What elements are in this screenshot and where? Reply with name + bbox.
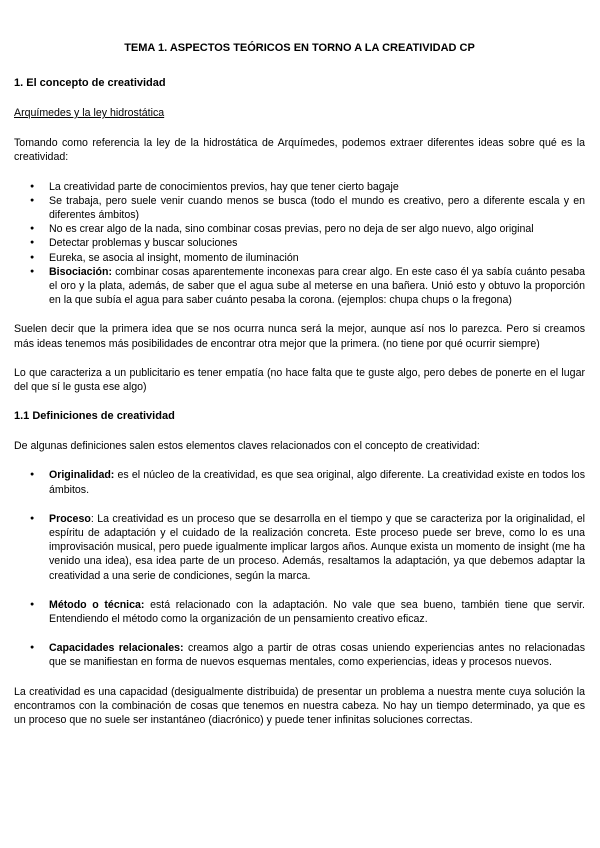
list-item: ● Eureka, se asocia al insight, momento de iluminación <box>49 251 585 265</box>
list-item: ● Detectar problemas y buscar soluciones <box>49 236 585 250</box>
bisociacion-text: combinar cosas aparentemente inconexas para crear algo. En este caso él ya sabía cuánto pesaba el oro y la plata, además, de saber que el agua sube al meterse en una bañera. Unió esto y obtuvo la proporción en la que subía el agua para saber cuánto pesaba la corona. (ejemplos: chupa chups o la fregona) <box>49 265 585 307</box>
item-text: es el núcleo de la creatividad, es que sea original, algo diferente. La creatividad existe en todos los ámbitos. <box>49 469 585 496</box>
subheading-arquimedes: Arquímedes y la ley hidrostática <box>14 107 165 119</box>
paragraph-intro: Tomando como referencia la ley de la hidrostática de Arquímedes, podemos extraer diferentes ideas sobre qué es la creatividad: <box>14 137 585 164</box>
list-item-metodo <box>49 598 585 626</box>
section-heading-concepto: 1. El concepto de creatividad <box>14 77 166 89</box>
list-item-capacidades <box>49 641 585 669</box>
paragraph-primera-idea: Suelen decir que la primera idea que se nos ocurra nunca será la mejor, aunque así nos lo parezca. Pero si creamos más ideas tenemos más posibilidades de encontrar otra mejor que la primera. (no tiene por qué ocurrir siempre) <box>14 323 585 350</box>
item-text: : La creatividad es un proceso que se desarrolla en el tiempo y que se caracteriza por la originalidad, el espíritu de adaptación y el cuidado de la realización concreta. Este proceso puede ser breve, como lo es una improvisación musical, pero puede igualmente implicar largos años. Aunque exista un momento de insight (me ha venido una idea), esa idea parte de un proceso. Además, resaltamos la adaptación, ya que debemos adaptar la creatividad a una serie de condiciones, según la marca. <box>49 512 585 582</box>
document-title: TEMA 1. ASPECTOS TEÓRICOS EN TORNO A LA CREATIVIDAD CP <box>124 42 475 54</box>
ideas-list <box>14 180 585 308</box>
elements-list <box>14 468 585 669</box>
list-item-bisociacion <box>49 265 585 308</box>
list-item-proceso <box>49 512 585 583</box>
paragraph-definiciones-intro: De algunas definiciones salen estos elementos claves relacionados con el concepto de creatividad: <box>14 440 480 453</box>
list-item: ● No es crear algo de la nada, sino combinar cosas previas, pero no deja de ser algo nuevo, algo original <box>49 222 585 236</box>
paragraph-empatia: Lo que caracteriza a un publicitario es tener empatía (no hace falta que te guste algo, pero debes de ponerte en el lugar del que sí le gusta ese algo) <box>14 366 585 394</box>
list-item-originalidad <box>49 468 585 496</box>
term-capacidades: Capacidades relacionales: <box>49 642 184 655</box>
section-heading-definiciones: 1.1 Definiciones de creatividad <box>14 410 175 423</box>
term-originalidad: Originalidad: <box>49 469 115 482</box>
paragraph-closing: La creatividad es una capacidad (desigualmente distribuida) de presentar un problema a nuestra mente cuya solución la encontramos con la combinación de cosas que tenemos en nuestra cabeza. No hay un tiempo determinado, ya que es un proceso que no suele ser instantáneo (diacrónico) y puede tener infinitas soluciones correctas. <box>14 685 585 727</box>
item-text: creamos algo a partir de otras cosas uniendo experiencias antes no relacionadas que se manifiestan en forma de nuevos esquemas mentales, como experiencias, ideas y procesos nuevos. <box>49 642 585 669</box>
list-item: ● La creatividad parte de conocimientos previos, hay que tener cierto bagaje <box>49 180 585 194</box>
term-proceso: Proceso <box>49 512 91 525</box>
term-metodo: Método o técnica: <box>49 598 145 611</box>
item-text: está relacionado con la adaptación. No vale que sea bueno, también tiene que servir. Entendiendo el método como la organización de un pensamiento creativo eficaz. <box>49 598 585 626</box>
list-item: ● Se trabaja, pero suele venir cuando menos se busca (todo el mundo es creativo, pero a diferente escala y en diferentes ámbitos) <box>49 194 585 222</box>
term-bisociacion: Bisociación: <box>49 265 112 278</box>
